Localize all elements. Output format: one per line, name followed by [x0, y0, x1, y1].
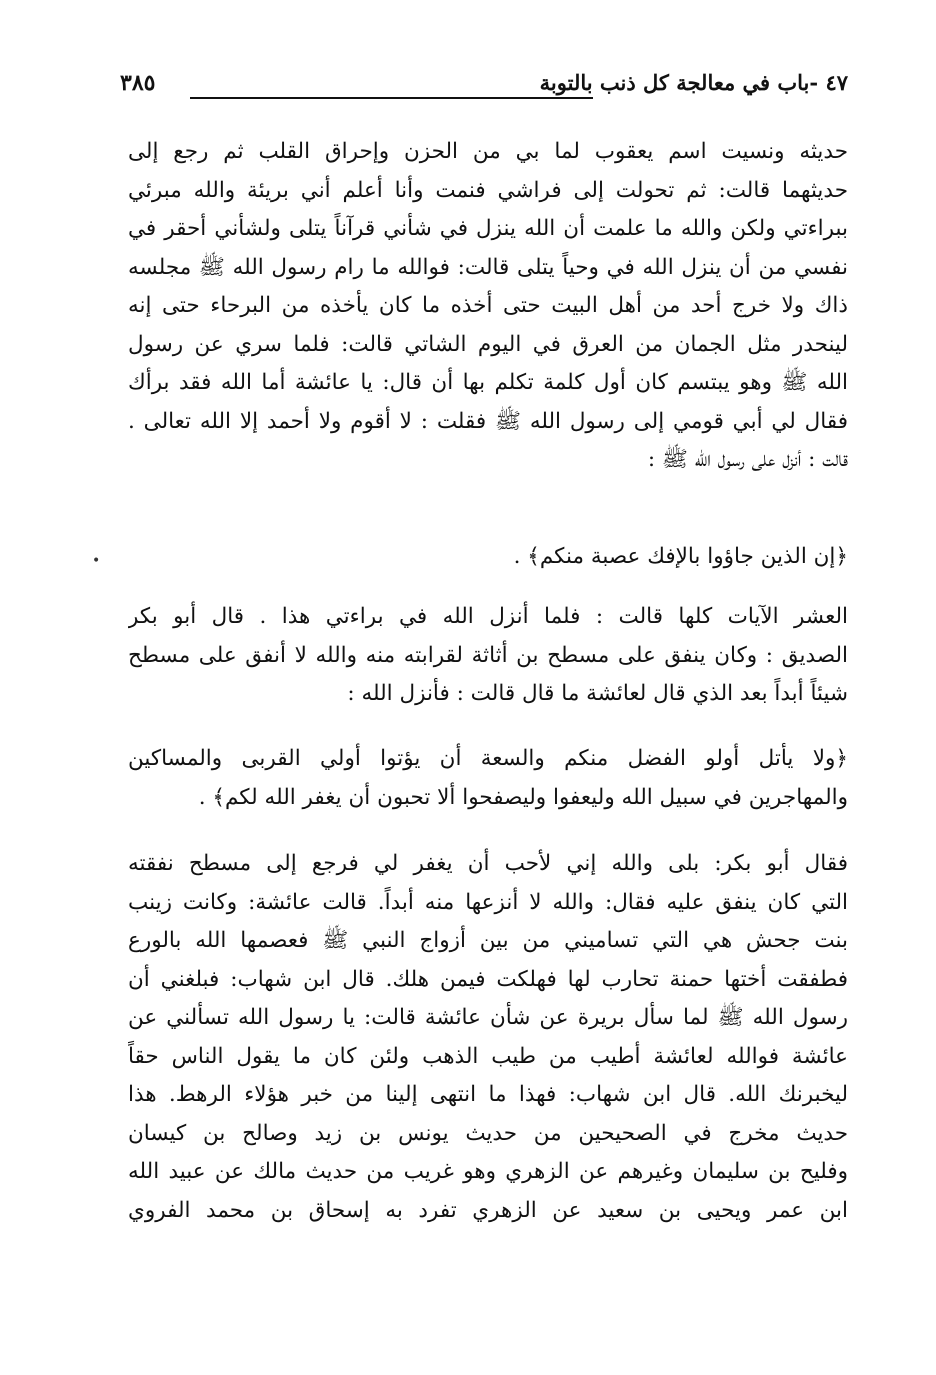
text-line: ابن عمر ويحيى بن سعيد عن الزهري تفرد به إسحاق بن محمد الفروي [128, 1197, 848, 1223]
text-line: فقال أبو بكر: بلى والله إني لأحب أن يغفر لي فرجع إلى مسطح نفقته [128, 851, 848, 876]
paragraph-narration [128, 133, 848, 480]
text-line: فطفقت أختها حمنة تحارب لها فهلكت فيمن هلك. قال ابن شهاب: فبلغني أن [128, 966, 848, 992]
text-line: التي كان ينفق عليه فقال: والله لا أنزعها منه أبداً. قالت عائشة: وكانت زينب [128, 889, 848, 915]
text-line: لينحدر مثل الجمان من العرق في اليوم الشاتي قالت: فلما سري عن رسول [128, 331, 848, 357]
text-line: ليخبرنك الله. قال ابن شهاب: فهذا ما انتهى إلينا من خبر هؤلاء الرهط. هذا [128, 1082, 848, 1107]
verse-line: ﴿ولا يأتل أولو الفضل منكم والسعة أن يؤتوا أولي القربى والمساكين [128, 746, 848, 771]
text-line: رسول الله ﷺ لما سأل بريرة عن شأن عائشة قالت: يا رسول الله تسألني عن [128, 1005, 848, 1030]
text-line: حديثه ونسيت اسم يعقوب لما بي من الحزن وإحراق القلب ثم رجع إلى [128, 139, 848, 164]
text-line: العشر الآيات كلها قالت : فلما أنزل الله في براءتي هذا . قال أبو بكر [128, 604, 848, 629]
text-line: نفسي من أن ينزل الله في وحياً يتلى قالت: فوالله ما رام رسول الله ﷺ مجلسه [128, 254, 848, 280]
quran-verse-forgiveness [128, 740, 848, 817]
header-rule [190, 97, 593, 99]
text-line: ببراءتي ولكن والله ما علمت أن الله ينزل في شأني قرآناً يتلى ولشأني أحقر في [128, 216, 848, 241]
text-line: فقال لي أبي قومي إلى رسول الله ﷺ فقلت : لا أقوم ولا أحمد إلا الله تعالى . [128, 408, 848, 434]
text-line: شيئاً أبداً بعد الذي قال لعائشة ما قال قالت : فأنزل الله : [347, 681, 848, 706]
paragraph-conclusion [128, 845, 848, 1230]
paragraph-abu-bakr-oath [128, 598, 848, 714]
margin-mark: • [92, 553, 101, 569]
text-line: عائشة فوالله لعائشة أطيب من طيب الذهب ولئن كان ما يقول الناس حقاً [128, 1043, 848, 1069]
text-line: حديثهما قالت: ثم تحولت إلى فراشي فنمت وأنا أعلم أني بريئة والله مبرئي [128, 177, 848, 203]
verse-line: والمهاجرين في سبيل الله وليعفوا وليصفحوا ألا تحبون أن يغفر الله لكم﴾ . [198, 784, 848, 810]
page-number: ٣٨٥ [120, 70, 156, 96]
text-line: ذاك ولا خرج أحد من أهل البيت حتى أخذه ما كان يأخذه من البرحاء حتى إنه [128, 293, 848, 318]
text-line: بنت جحش هي التي تساميني من بين أزواج النبي ﷺ فعصمها الله بالورع [128, 928, 848, 953]
text-line: وفليح بن سليمان وغيرهم عن الزهري وهو غريب من حديث مالك عن عبيد الله [128, 1159, 848, 1184]
text-line: قالت : أنزل على رسول الله ﷺ : [647, 447, 848, 472]
text-line: حديث مخرج في الصحيحين من حديث يونس بن زيد وصالح بن كيسان [128, 1120, 848, 1146]
page-header [120, 70, 848, 110]
text-line: الصديق : وكان ينفق على مسطح بن أثاثة لقرابته منه والله لا أنفق على مسطح [128, 642, 848, 668]
quran-verse-ifk [128, 538, 848, 577]
chapter-title: ٤٧ -باب في معالجة كل ذنب بالتوبة [539, 70, 848, 95]
verse-line: ﴿إن الذين جاؤوا بالإفك عصبة منكم﴾ . [513, 544, 848, 569]
text-line: الله ﷺ وهو يبتسم كان أول كلمة تكلم بها أن قال: يا عائشة أما الله فقد برأك [128, 370, 848, 395]
